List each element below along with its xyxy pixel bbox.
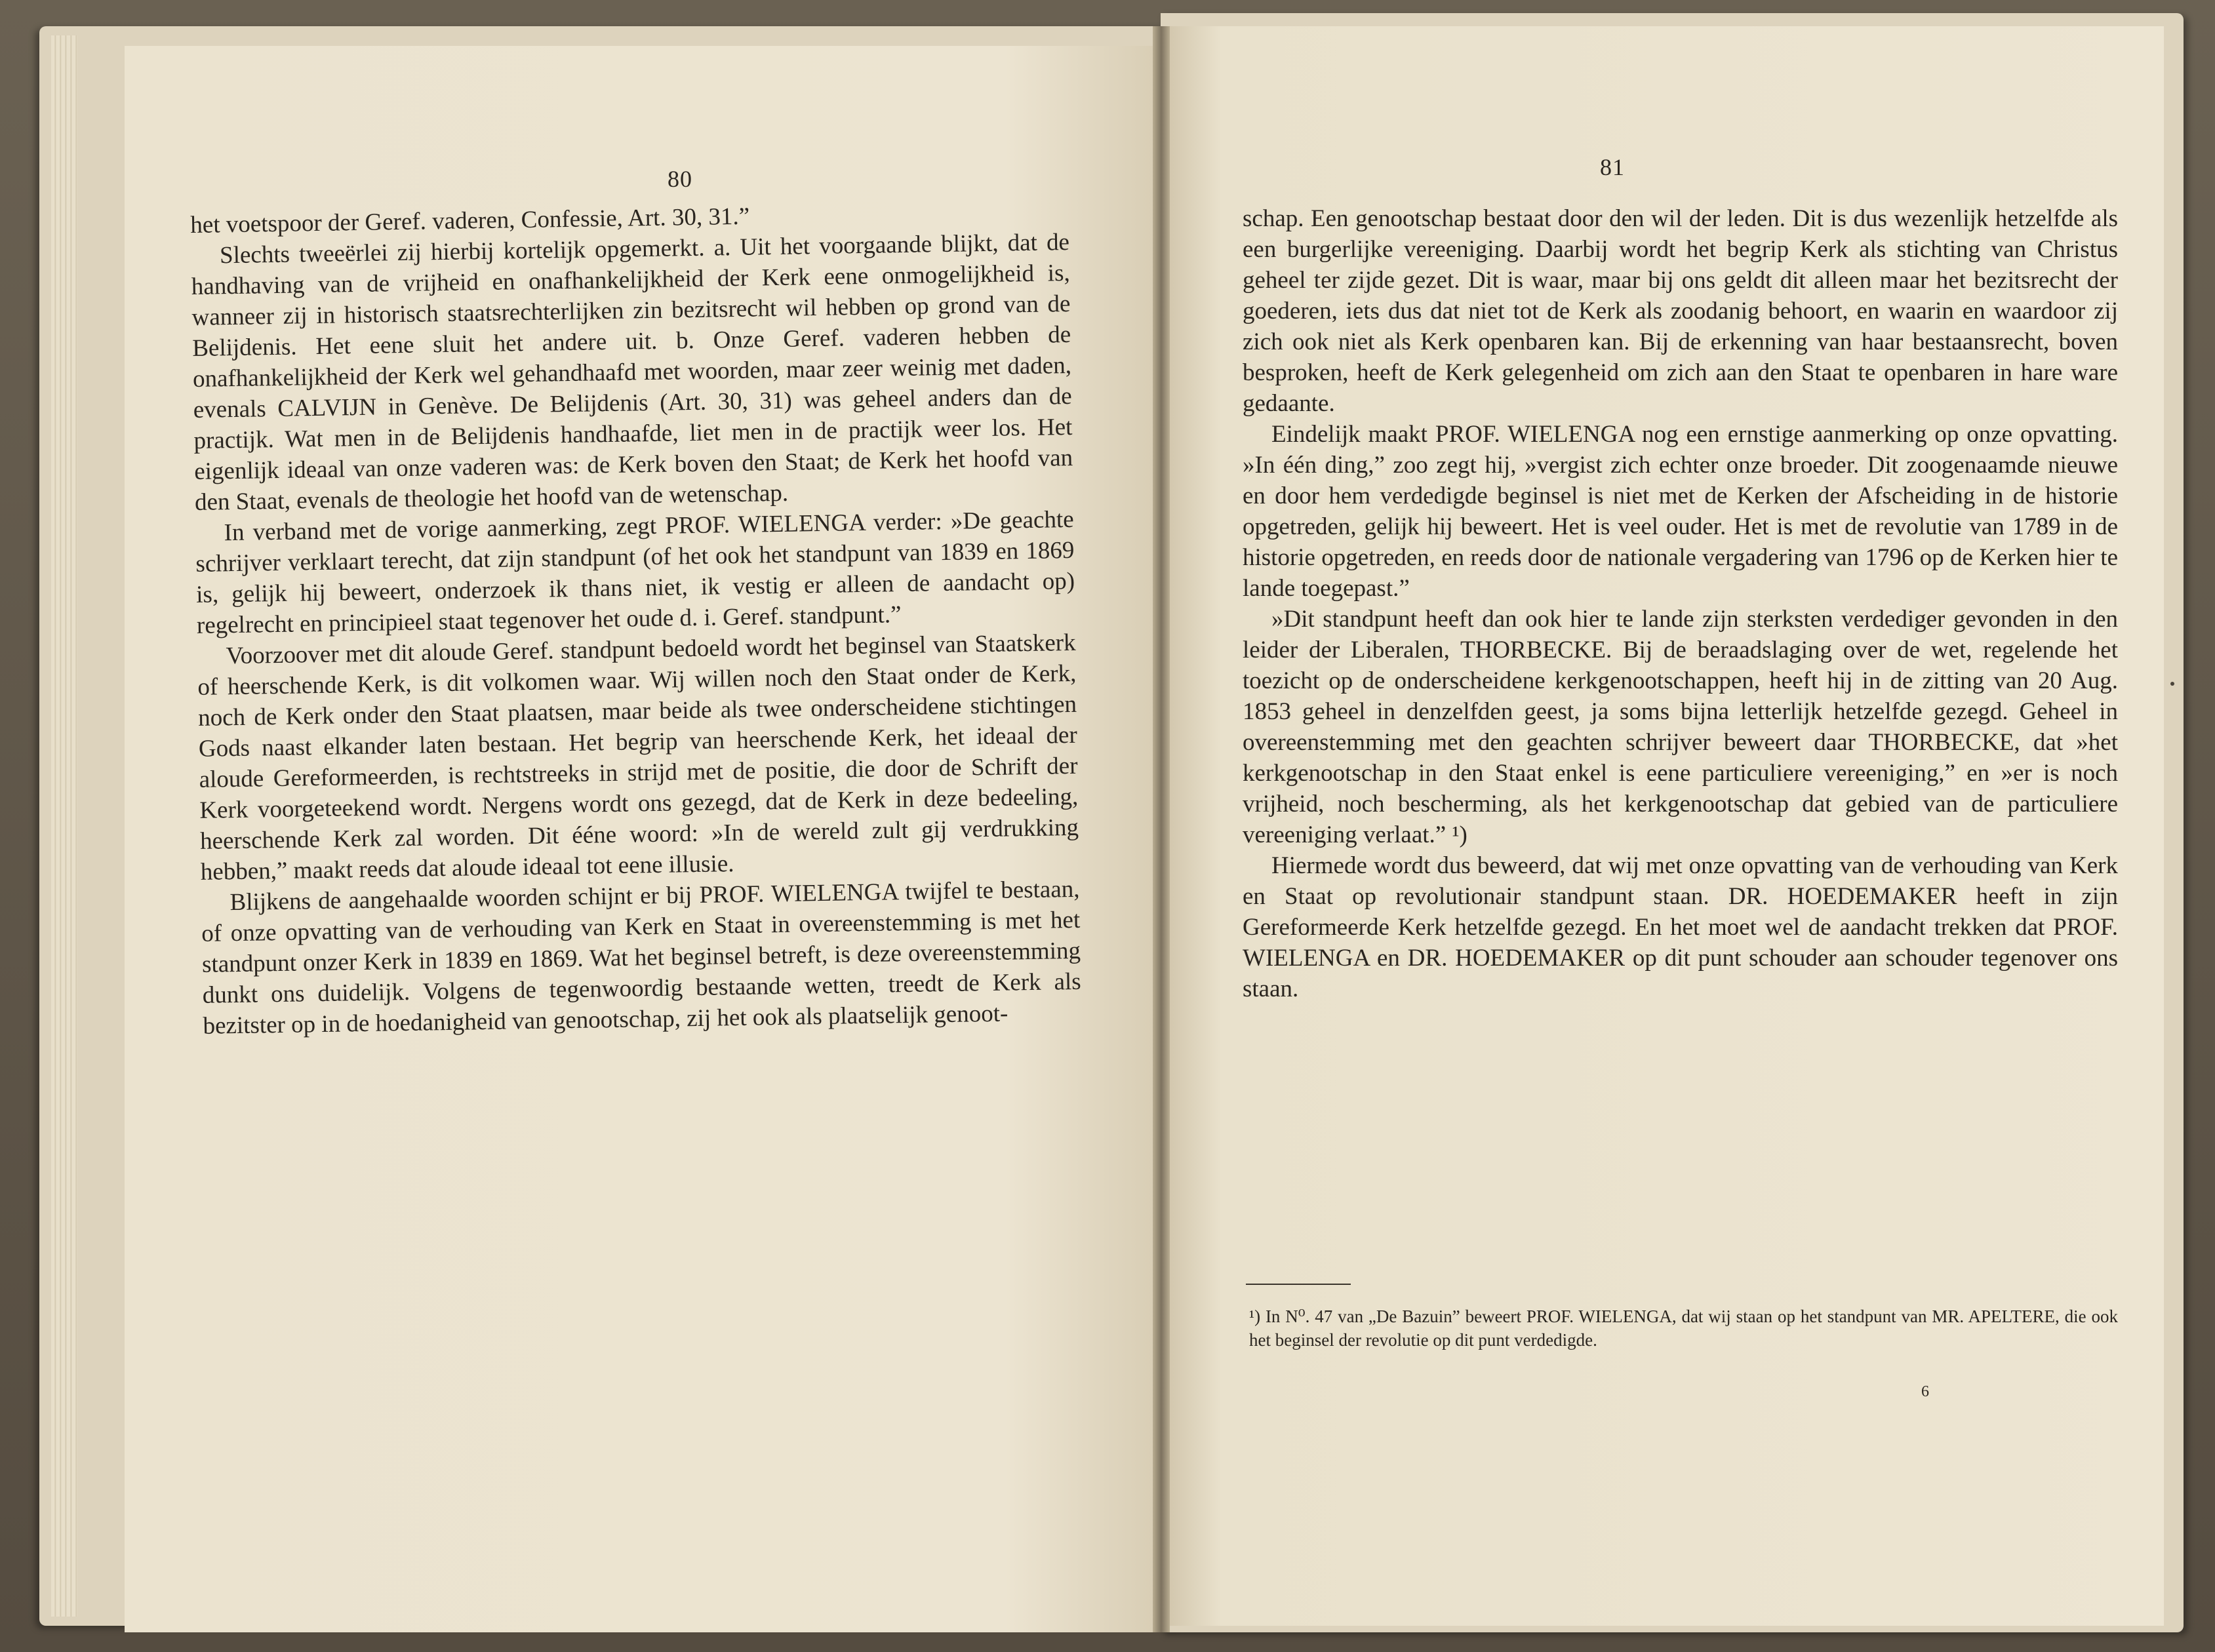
right-page-number: 81 [1600, 154, 1625, 180]
paragraph: In verband met de vorige aanmerking, zegt PROF. WIELENGA verder: »De geachte schrijver verklaart terecht, dat zijn standpunt (of het ook het standpunt van 1839 en 1869 is, gelijk hij beweert, onderzoek ik thans niet, ik vestig er alleen de aandacht op) regelrecht en principieel staat tegenover het oude d. i. Geref. standpunt.” [195, 505, 1075, 639]
right-page-text [1243, 203, 2118, 1004]
paragraph: schap. Een genootschap bestaat door den wil der leden. Dit is dus wezenlijk hetzelfde als een burgerlijke vereeniging. Daarbij wordt het begrip Kerk als stichting van Christus geheel ter zijde gezet. Dit is waar, maar bij ons geldt dit alleen maar het bezitsrecht der goederen, iets dus dat niet tot de Kerk als zoodanig behoort, en waarin en waardoor zij zich ook niet als Kerk openbaren kan. Bij de erkenning van haar bestaansrecht, boven besproken, heeft de Kerk gelegenheid om zich aan den Staat te openbaren in hare ware gedaante. [1243, 205, 2118, 417]
paragraph: Eindelijk maakt PROF. WIELENGA nog een ernstige aanmerking op onze opvatting. »In één ding,” zoo zegt hij, »vergist zich echter onze broeder. Dit zoogenaamde nieuwe en door hem verdedigde beginsel is niet met de Kerken der Afscheiding in de historie opgetreden, gelijk hij beweert. Het is veel ouder. Het is met de revolutie van 1789 in de historie opgetreden, en reeds door de nationale vergadering van 1796 op de Kerken hier te lande toegepast.” [1243, 421, 2118, 602]
left-page-text [190, 196, 1082, 1042]
paragraph: Voorzoover met dit aloude Geref. standpunt bedoeld wordt het beginsel van Staatskerk of heerschende Kerk, is dit volkomen waar. Wij willen noch den Staat onder de Kerk, noch de Kerk onder den Staat plaatsen, maar beide als twee onderscheidene stichtingen Gods naast elkander laten bestaan. Het begrip van heerschende Kerk, het ideaal der aloude Gereformeerden, is rechtstreeks in strijd met de positie, die door de Schrift der Kerk voorgeteekend wordt. Nergens wordt ons gezegd, dat de Kerk in deze bedeeling, heerschende Kerk zal worden. Dit ééne woord: »In de wereld zult gij verdrukking hebben,” maakt reeds dat aloude ideaal tot eene illusie. [197, 629, 1079, 886]
paragraph: Slechts tweeërlei zij hierbij kortelijk opgemerkt. a. Uit het voorgaande blijkt, dat de handhaving van de vrijheid en onafhankelijkheid der Kerk eene onmogelijkheid is, wanneer zij in historisch staatsrechterlijken zin bezitsrecht wil hebben op grond van de Belijdenis. Het eene sluit het andere uit. b. Onze Geref. vaderen hebben de onafhankelijkheid der Kerk wel gehandhaafd met woorden, maar zeer weinig met daden, evenals CALVIJN in Genève. De Belijdenis (Art. 30, 31) was geheel anders dan de practijk. Wat men in de Belijdenis handhaafde, liet men in de practijk weer los. Het eigenlijk ideaal van onze vaderen was: de Kerk boven den Staat; de Kerk het hoofd van den Staat, evenals de theologie het hoofd van de wetenschap. [191, 228, 1073, 516]
paragraph: Blijkens de aangehaalde woorden schijnt er bij PROF. WIELENGA twijfel te bestaan, of onze opvatting van de verhouding van Kerk en Staat in overeenstemming is met het standpunt onzer Kerk in 1839 en 1869. Wat het beginsel betreft, is deze overeenstemming dunkt ons duidelijk. Volgens de tegenwoordig bestaande wetten, treedt de Kerk als bezitster op in de hoedanigheid van genootschap, zij het ook als plaatselijk genoot- [201, 875, 1081, 1040]
footnote: ¹) In N⁰. 47 van „De Bazuin” beweert PROF. WIELENGA, dat wij staan op het standpunt van MR. APELTERE, die ook het beginsel der revolutie op dit punt verdedigde. [1249, 1307, 2118, 1350]
paragraph: het voetspoor der Geref. vaderen, Confessie, Art. 30, 31.” [190, 203, 750, 239]
left-page-number: 80 [668, 166, 692, 192]
footnote-rule [1246, 1284, 1351, 1285]
signature-mark: 6 [1921, 1383, 1929, 1400]
paragraph: Hiermede wordt dus beweerd, dat wij met onze opvatting van de verhouding van Kerk en Staat op revolutionair standpunt staan. DR. HOEDEMAKER heeft in zijn Gereformeerde Kerk hetzelfde gezegd. En het moet wel de aandacht trekken dat PROF. WIELENGA en DR. HOEDEMAKER op dit punt schouder aan schouder tegenover ons staan. [1243, 852, 2118, 1002]
paragraph: »Dit standpunt heeft dan ook hier te lande zijn sterksten verdediger gevonden in den leider der Liberalen, THORBECKE. Bij de beraadslaging over de wet, regelende het toezicht op de onderscheidene kerkgenootschappen, heeft hij in de zitting van 20 Aug. 1853 geheel in denzelfden geest, ja soms bijna letterlijk hetzelfde gezegd. Geheel in overeenstemming met den geachten schrijver beweert daar THORBECKE, dat »het kerkgenootschap in den Staat enkel is eene particuliere vereeniging,” en »er is noch vrijheid, noch bescherming, als het kerkgenootschap dat gebied van de particuliere vereeniging verlaat.” ¹) [1243, 606, 2118, 848]
page-edge-mark [2170, 682, 2174, 686]
book-gutter [1153, 26, 1170, 1632]
